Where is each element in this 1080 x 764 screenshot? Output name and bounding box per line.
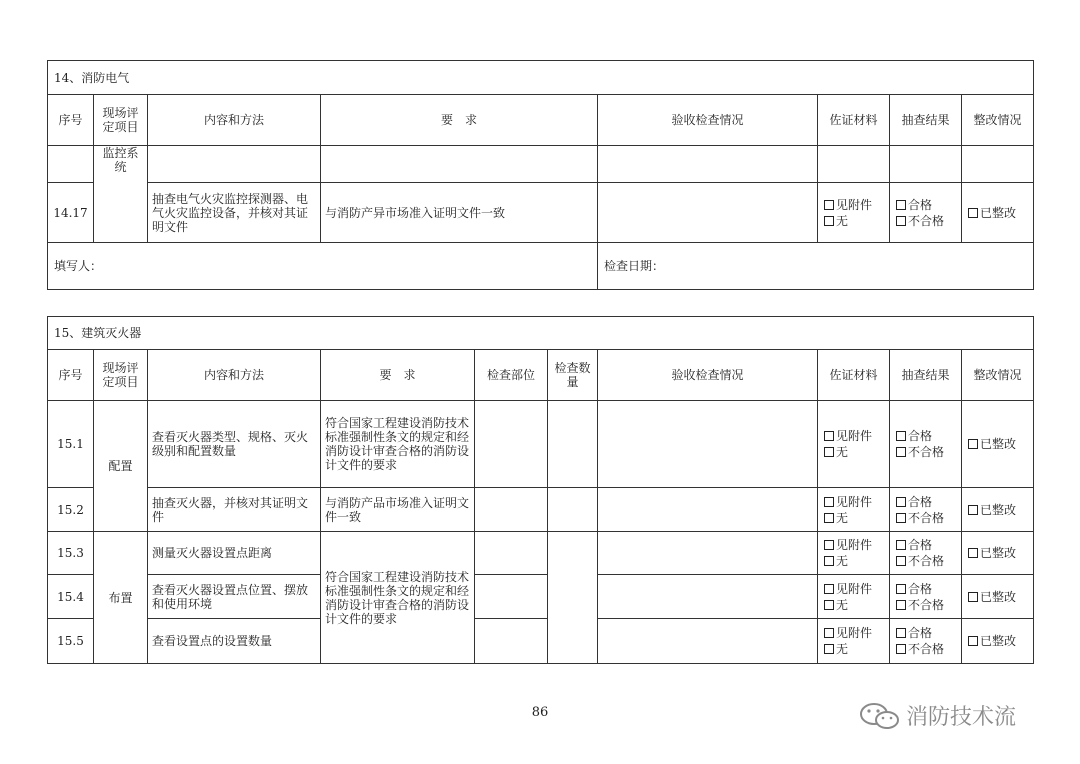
- evidence-cell: 见附件 无: [818, 183, 890, 243]
- checkbox-none[interactable]: [824, 556, 834, 566]
- table-row: 15.5 查看设置点的设置数量 见附件 无 合格 不合格 已整改: [48, 619, 1034, 664]
- checkbox-attach[interactable]: [824, 584, 834, 594]
- checkbox-fixed[interactable]: [968, 548, 978, 558]
- checkbox-fail[interactable]: [896, 216, 906, 226]
- watermark-text: 消防技术流: [906, 705, 1017, 730]
- header-item: 现场评定项目: [94, 350, 148, 401]
- section-title: 14、消防电气: [48, 61, 1034, 95]
- table-row: 15.3 布置 测量灭火器设置点距离 符合国家工程建设消防技术标准强制性条文的规定和经消防设计审查合格的消防设计文件的要求 见附件 无 合格 不合格 已整改: [48, 532, 1034, 575]
- row-part[interactable]: [475, 619, 548, 664]
- row-content: 抽查灭火器，并核对其证明文件: [148, 488, 321, 532]
- row-status[interactable]: [598, 575, 818, 619]
- row-requirement: 与消防产品市场准入证明文件一致: [321, 488, 475, 532]
- row-seq: 15.1: [48, 401, 94, 488]
- header-content: 内容和方法: [148, 350, 321, 401]
- checkbox-pass[interactable]: [896, 497, 906, 507]
- header-item: 现场评定项目: [94, 95, 148, 146]
- row-status[interactable]: [598, 619, 818, 664]
- watermark: [858, 700, 1016, 731]
- checkbox-fail[interactable]: [896, 447, 906, 457]
- header-seq: 序号: [48, 350, 94, 401]
- row-content: 查看灭火器类型、规格、灭火级别和配置数量: [148, 401, 321, 488]
- checkbox-attach[interactable]: [824, 540, 834, 550]
- header-fix: 整改情况: [962, 350, 1034, 401]
- row-status[interactable]: [598, 532, 818, 575]
- header-seq: 序号: [48, 95, 94, 146]
- row-seq: 14.17: [48, 183, 94, 243]
- fix-cell: 已整改: [962, 183, 1034, 243]
- table-row: 15.1 配置 查看灭火器类型、规格、灭火级别和配置数量 符合国家工程建设消防技术标准强制性条文的规定和经消防设计审查合格的消防设计文件的要求 见附件 无 合格 不合格 已整改: [48, 401, 1034, 488]
- row-quantity[interactable]: [548, 532, 598, 664]
- row-part[interactable]: [475, 575, 548, 619]
- checkbox-attach[interactable]: [824, 431, 834, 441]
- checkbox-fixed[interactable]: [968, 439, 978, 449]
- row-quantity[interactable]: [548, 401, 598, 488]
- header-evidence: 佐证材料: [818, 95, 890, 146]
- checkbox-fail[interactable]: [896, 600, 906, 610]
- header-result: 抽查结果: [890, 95, 962, 146]
- page-number: 86: [531, 705, 549, 720]
- checkbox-fixed[interactable]: [968, 208, 978, 218]
- checkbox-attach[interactable]: [824, 628, 834, 638]
- checkbox-none[interactable]: [824, 216, 834, 226]
- header-fix: 整改情况: [962, 95, 1034, 146]
- group-monitoring: 监控系统: [94, 146, 148, 243]
- filler-field[interactable]: 填写人：: [48, 243, 598, 290]
- row-seq: 15.4: [48, 575, 94, 619]
- checkbox-none[interactable]: [824, 600, 834, 610]
- table-row: [48, 183, 1034, 243]
- checkbox-pass[interactable]: [896, 200, 906, 210]
- group-config: 配置: [94, 401, 148, 532]
- checkbox-pass[interactable]: [896, 431, 906, 441]
- row-requirement: 符合国家工程建设消防技术标准强制性条文的规定和经消防设计审查合格的消防设计文件的要求: [321, 401, 475, 488]
- row-part[interactable]: [475, 488, 548, 532]
- checkbox-none[interactable]: [824, 513, 834, 523]
- row-content: 抽查电气火灾监控探测器、电气火灾监控设备，并核对其证明文件: [148, 183, 321, 243]
- checkbox-pass[interactable]: [896, 628, 906, 638]
- row-quantity[interactable]: [548, 488, 598, 532]
- row-content: 测量灭火器设置点距离: [148, 532, 321, 575]
- checkbox-attach[interactable]: [824, 497, 834, 507]
- row-content: 查看设置点的设置数量: [148, 619, 321, 664]
- header-result: 抽查结果: [890, 350, 962, 401]
- group-layout: 布置: [94, 532, 148, 664]
- row-content: 查看灭火器设置点位置、摆放和使用环境: [148, 575, 321, 619]
- header-part: 检查部位: [475, 350, 548, 401]
- checkbox-pass[interactable]: [896, 540, 906, 550]
- checkbox-fixed[interactable]: [968, 592, 978, 602]
- row-status[interactable]: [598, 183, 818, 243]
- result-cell: 合格 不合格: [890, 183, 962, 243]
- row-seq: 15.5: [48, 619, 94, 664]
- row-part[interactable]: [475, 401, 548, 488]
- header-requirement: 要 求: [321, 95, 598, 146]
- checkbox-fail[interactable]: [896, 513, 906, 523]
- checkbox-fail[interactable]: [896, 556, 906, 566]
- section-14-table: [47, 60, 1034, 290]
- header-quantity: 检查数量: [548, 350, 598, 401]
- section-title: 15、建筑灭火器: [48, 317, 1034, 350]
- header-status: 验收检查情况: [598, 95, 818, 146]
- row-status[interactable]: [598, 401, 818, 488]
- checkbox-fail[interactable]: [896, 644, 906, 654]
- checkbox-fixed[interactable]: [968, 636, 978, 646]
- checkbox-none[interactable]: [824, 644, 834, 654]
- table-row: 15.2 抽查灭火器，并核对其证明文件 与消防产品市场准入证明文件一致 见附件 无 合格 不合格 已整改: [48, 488, 1034, 532]
- check-date-field[interactable]: 检查日期：: [598, 243, 1034, 290]
- header-evidence: 佐证材料: [818, 350, 890, 401]
- table-row: 15.4 查看灭火器设置点位置、摆放和使用环境 见附件 无 合格 不合格 已整改: [48, 575, 1034, 619]
- row-requirement: 符合国家工程建设消防技术标准强制性条文的规定和经消防设计审查合格的消防设计文件的要求: [321, 532, 475, 664]
- checkbox-none[interactable]: [824, 447, 834, 457]
- row-status[interactable]: [598, 488, 818, 532]
- row-seq: 15.3: [48, 532, 94, 575]
- checkbox-attach[interactable]: [824, 200, 834, 210]
- row-part[interactable]: [475, 532, 548, 575]
- row-seq: 15.2: [48, 488, 94, 532]
- checkbox-pass[interactable]: [896, 584, 906, 594]
- row-requirement: 与消防产异市场准入证明文件一致: [321, 183, 598, 243]
- wechat-icon: [858, 701, 902, 731]
- header-status: 验收检查情况: [598, 350, 818, 401]
- header-content: 内容和方法: [148, 95, 321, 146]
- checkbox-fixed[interactable]: [968, 505, 978, 515]
- section-15-table: [47, 316, 1034, 664]
- header-requirement: 要 求: [321, 350, 475, 401]
